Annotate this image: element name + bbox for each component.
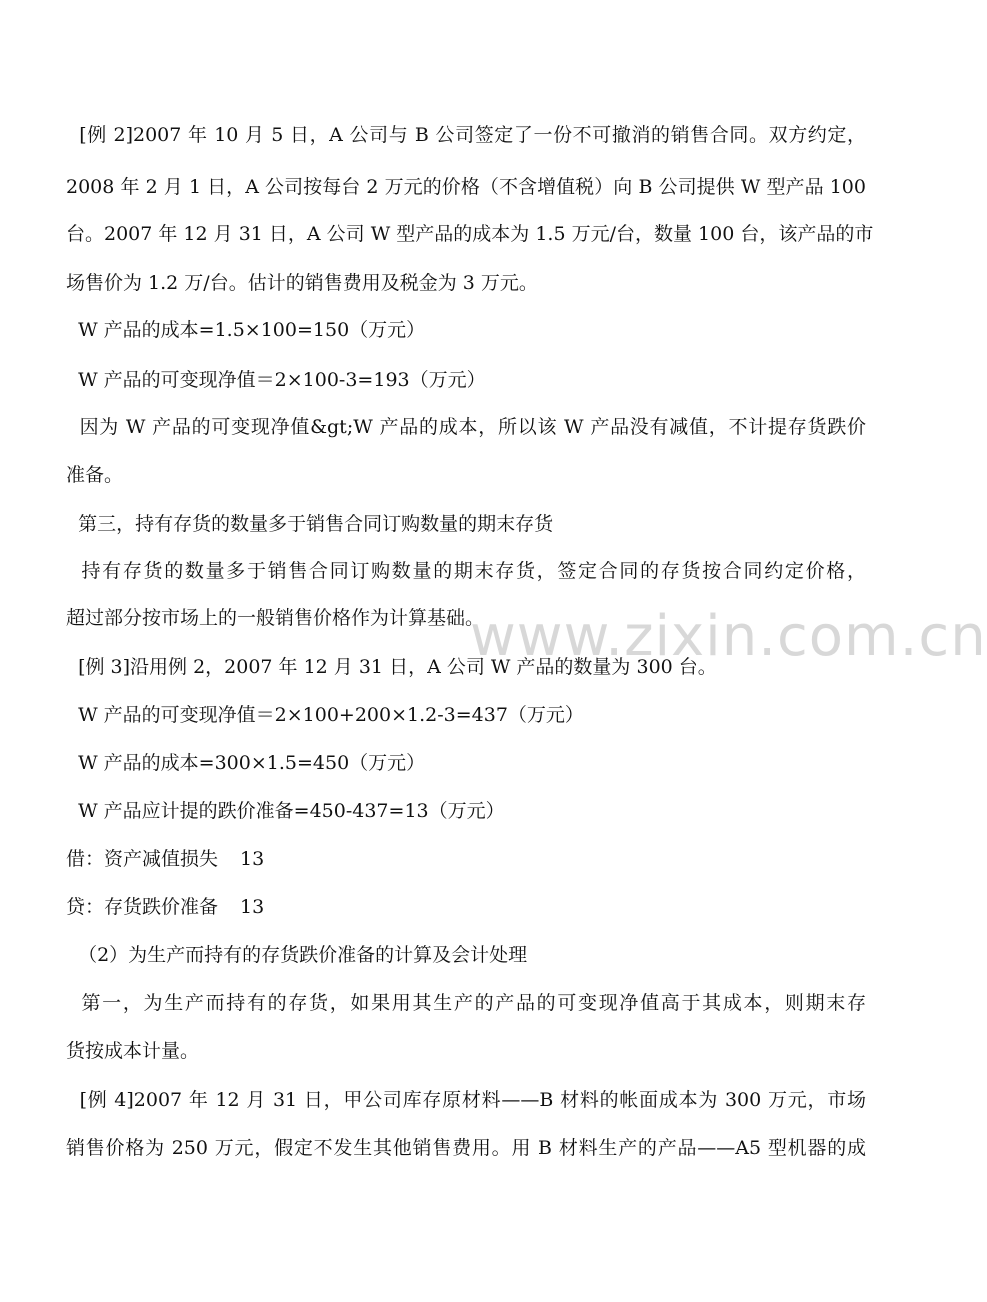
text-line: W 产品的可变现净值＝2×100-3=193（万元） bbox=[66, 369, 486, 391]
text-line: [例 4]2007 年 12 月 31 日，甲公司库存原材料——B 材料的帐面成本为 300 万元，市场 bbox=[66, 1089, 866, 1111]
text-line: W 产品的成本=1.5×100=150（万元） bbox=[66, 319, 426, 341]
credit-amount: 13 bbox=[240, 896, 265, 918]
text-line: W 产品应计提的跌价准备=450-437=13（万元） bbox=[66, 800, 505, 822]
text-line: 场售价为 1.2 万/台。估计的销售费用及税金为 3 万元。 bbox=[66, 272, 538, 294]
text-line: 因为 W 产品的可变现净值&gt;W 产品的成本，所以该 W 产品没有减值，不计提存货跌价 bbox=[66, 416, 866, 438]
journal-entry-debit bbox=[66, 847, 866, 871]
credit-label: 贷：存货跌价准备 bbox=[66, 896, 219, 918]
text-line: [例 2]2007 年 10 月 5 日，A 公司与 B 公司签定了一份不可撤消的销售合同。双方约定， bbox=[66, 124, 866, 146]
text-line: 2008 年 2 月 1 日，A 公司按每台 2 万元的价格（不含增值税）向 B 公司提供 W 型产品 100 bbox=[66, 176, 866, 198]
text-line: W 产品的可变现净值＝2×100+200×1.2-3=437（万元） bbox=[66, 704, 584, 726]
text-line: 持有存货的数量多于销售合同订购数量的期末存货，签定合同的存货按合同约定价格， bbox=[66, 560, 866, 582]
debit-amount: 13 bbox=[240, 848, 265, 870]
text-line: 销售价格为 250 万元，假定不发生其他销售费用。用 B 材料生产的产品——A5 型机器的成 bbox=[66, 1137, 866, 1159]
text-line: 超过部分按市场上的一般销售价格作为计算基础。 bbox=[66, 607, 485, 629]
text-line: 台。2007 年 12 月 31 日，A 公司 W 型产品的成本为 1.5 万元/台，数量 100 台，该产品的市 bbox=[66, 223, 874, 245]
text-line: [例 3]沿用例 2，2007 年 12 月 31 日，A 公司 W 产品的数量为 300 台。 bbox=[66, 656, 717, 678]
watermark-text: www.zixin.com.cn bbox=[470, 604, 987, 669]
text-line: W 产品的成本=300×1.5=450（万元） bbox=[66, 752, 426, 774]
section-heading: （2）为生产而持有的存货跌价准备的计算及会计处理 bbox=[66, 944, 528, 966]
text-line: 第一，为生产而持有的存货，如果用其生产的产品的可变现净值高于其成本，则期末存 bbox=[66, 992, 866, 1014]
section-heading: 第三，持有存货的数量多于销售合同订购数量的期末存货 bbox=[66, 513, 554, 535]
text-line: 货按成本计量。 bbox=[66, 1040, 200, 1062]
text-line: 准备。 bbox=[66, 464, 124, 486]
debit-label: 借：资产减值损失 bbox=[66, 848, 219, 870]
journal-entry-credit bbox=[66, 895, 866, 919]
